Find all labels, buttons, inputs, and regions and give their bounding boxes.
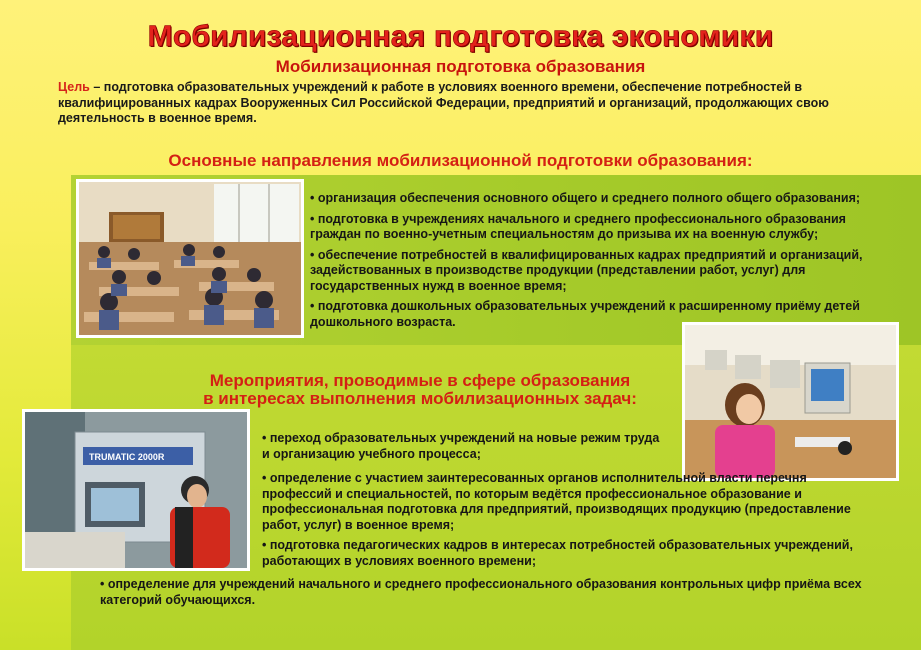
events-list-bottom [100, 577, 900, 613]
events-heading-line2: в интересах выполнения мобилизационных задач: [203, 389, 637, 408]
machine-label: TRUMATIC 2000R [89, 452, 165, 462]
classroom-photo [76, 179, 304, 338]
goal-text: – подготовка образовательных учреждений к работе в условиях военного времени, обеспечение потребностей в квалифицированных кадрах Вооруженных Сил Российской Федерации, предприятий и организаций, продолжающих свою деятельность в военное время. [58, 80, 829, 125]
events-item-4: • определение для учреждений начального и среднего профессионального образования контрольных цифр приёма всех категорий обучающихся. [100, 577, 900, 608]
events-heading-line1: Мероприятия, проводимые в сфере образования [209, 371, 631, 390]
events-item-1: • переход образовательных учреждений на новые режим труда и организацию учебного процесса; [262, 431, 662, 462]
poster-title: Мобилизационная подготовка экономики [147, 20, 774, 53]
machine-workshop-photo [22, 409, 250, 571]
events-item-3: • подготовка педагогических кадров в интересах потребностей образовательных учреждений, работающих в условиях военного времени; [262, 538, 862, 569]
goal-label: Цель [58, 80, 90, 94]
directions-item-3: • обеспечение потребностей в квалифицированных кадрах предприятий и организаций, задействованных в производстве продукции (представлении работ, услуг) для государственных нужд в военное время; [310, 248, 880, 295]
events-list-top [262, 431, 662, 467]
directions-item-2: • подготовка в учреждениях начального и среднего профессионального образования граждан по военно-учетным специальностям до призыва их на военную службу; [310, 212, 880, 243]
events-list-middle [262, 471, 862, 574]
events-heading [180, 372, 660, 408]
computer-class-photo [682, 322, 899, 481]
poster-subtitle: Мобилизационная подготовка образования [275, 57, 646, 76]
directions-heading: Основные направления мобилизационной подготовки образования: [168, 151, 753, 170]
directions-item-1: • организация обеспечения основного общего и среднего полного общего образования; [310, 191, 880, 207]
events-item-2: • определение с участием заинтересованных органов исполнительной власти перечня профессий и специальностей, по которым ведётся профессиональное образование и профессиональная подготовка для предприятий, производящих продукцию (предоставление работ, услуг) в военное время; [262, 471, 862, 533]
directions-list [310, 191, 880, 335]
goal-paragraph [58, 80, 898, 127]
directions-item-4: • подготовка дошкольных образовательных учреждений к расширенному приёму детей дошкольного возраста. [310, 299, 880, 330]
